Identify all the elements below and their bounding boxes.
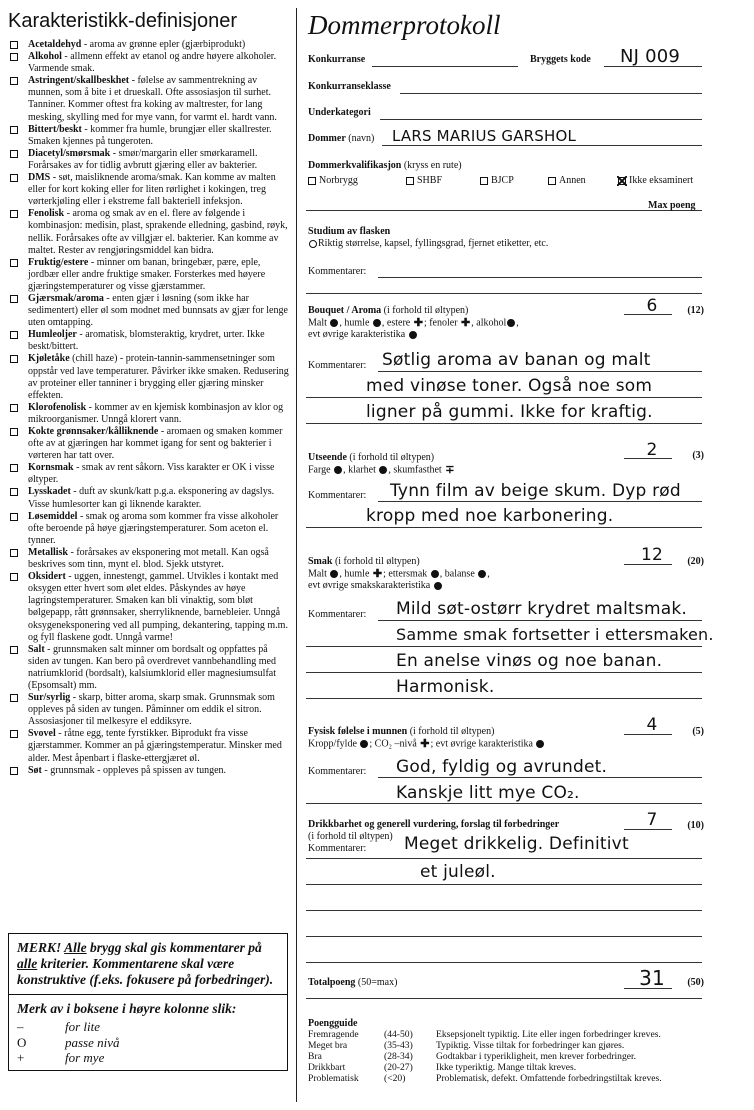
definition-text: - duft av skunk/katt p.g.a. eksponering av dagslys. Visse humlesorter kan gi liknende karakter. <box>28 486 275 510</box>
guide-cell: Fremragende <box>308 1029 359 1040</box>
guide-row <box>308 1029 668 1040</box>
definition-text: - råtne egg, tente fyrstikker. Biprodukt fra visse gjærstammer. Kommer an på gjæringstemperatur. Minsker med alder. Mest åpenbart i flaske-ettergjæret øl. <box>28 728 282 764</box>
definition-item <box>8 462 290 486</box>
protocol-title: Dommerprotokoll <box>308 10 501 40</box>
definition-text: - smør/margarin eller smørkaramell. Forårsakes av for tidlig avbrutt gjæring eller av bakterier. <box>28 147 258 171</box>
definition-term: Humleoljer <box>28 329 77 341</box>
guide-cell: Typiktig. Visse tiltak for forbedringer kan gjøres. <box>436 1040 625 1051</box>
checkbox[interactable] <box>10 646 18 654</box>
level-mark-icon <box>409 331 417 339</box>
checkbox[interactable] <box>10 210 18 218</box>
definition-term: Kokte grønnsaker/kålliknende <box>28 426 159 437</box>
checkbox[interactable] <box>10 464 18 472</box>
level-mark-icon <box>478 570 486 578</box>
guide-cell: (<20) <box>384 1073 406 1084</box>
guide-cell: Godtakbar i typerikligheit, men krever forbedringer. <box>436 1051 637 1062</box>
bryggets-kode-value: NJ 009 <box>620 46 681 67</box>
definition-term: Metallisk <box>28 546 68 558</box>
checkbox[interactable] <box>10 126 18 134</box>
level-mark-icon <box>334 466 342 474</box>
bouquet-section: Bouquet / Aroma (i forhold til øltypen) Malt , humle , estere ✚; fenoler ✚, alkohol , evt øvrige karakteristika <box>308 305 519 341</box>
level-mark-icon <box>373 319 381 327</box>
legend <box>9 995 287 1070</box>
definition-item <box>8 172 290 208</box>
guide-cell: (28-34) <box>384 1051 413 1062</box>
max-poeng-label: Max poeng <box>648 200 696 211</box>
definition-text: - aroma av grønne epler (gjærbiprodukt) <box>81 39 246 50</box>
definition-item <box>8 257 290 293</box>
guide-cell: (20-27) <box>384 1062 413 1073</box>
note-box <box>8 933 288 1071</box>
definition-term: Svovel <box>28 728 56 740</box>
definition-item <box>8 644 290 692</box>
checkbox[interactable] <box>10 355 18 363</box>
definition-text: - smak av rent såkorn. Viss karakter er OK i visse øltyper. <box>28 462 275 486</box>
checkbox[interactable] <box>406 177 414 185</box>
drikk-comment: et juleøl. <box>420 862 496 882</box>
definition-text: - søt, maisliknende aroma/smak. Kan komme av malten eller for kort koking eller for liten rørlighet i kokingen, treg vørterkjøling eller i ekstreme fall bakteriell infeksjon. <box>28 172 276 208</box>
definition-term: Alkohol <box>28 51 62 63</box>
checkbox[interactable] <box>10 150 18 158</box>
kval-option[interactable]: BJCP <box>480 175 514 186</box>
column-divider <box>296 8 297 1102</box>
definition-item <box>8 148 290 172</box>
total-score: 31 <box>639 966 665 990</box>
definition-term: Sur/syrlig <box>28 692 71 704</box>
checkbox[interactable] <box>10 428 18 436</box>
guide-row <box>308 1051 668 1062</box>
level-mark-icon <box>431 570 439 578</box>
bouquet-comment: med vinøse toner. Også noe som <box>366 376 653 396</box>
definition-item <box>8 765 290 777</box>
fysisk-section: Fysisk følelse i munnen (i forhold til øltypen) Kropp/fylde ; CO₂ –nivå ✚; evt øvrige karakteristika <box>308 726 608 750</box>
definition-text: - smak og aroma som kommer fra visse alkoholer ofte beroende på høye gjæringstemperaturer. Som aceton el. tynner. <box>28 510 279 546</box>
underkategori-field[interactable] <box>380 119 702 120</box>
definition-item <box>8 402 290 426</box>
checkbox[interactable] <box>10 488 18 496</box>
bouquet-score: 6 <box>646 296 658 316</box>
dommer-field[interactable] <box>382 145 702 146</box>
definition-text: - enten gjær i løsning (som ikke har sedimentert) eller øl som modnet med bunnsats av gjær for lenge uten omtapping. <box>28 292 288 329</box>
checkbox[interactable] <box>10 53 18 61</box>
definition-text: - aromaen og smaken kommer ofte av at gjæringen har kommet igang for sent og bakterier i vørteren har tatt over. <box>28 426 283 462</box>
definition-item <box>8 51 290 75</box>
definition-term: Kjøletåke <box>28 353 70 365</box>
definition-term: Løsemiddel <box>28 510 78 522</box>
guide-row <box>308 1073 668 1084</box>
fysisk-comment: Kanskje litt mye CO₂. <box>396 783 580 803</box>
definition-item <box>8 547 290 571</box>
utseende-section: Utseende (i forhold til øltypen) Farge , klarhet , skumfasthet ∓ <box>308 452 455 476</box>
minus-mark-icon: ∓ <box>445 464 455 476</box>
definition-item <box>8 571 290 644</box>
level-mark-icon <box>536 740 544 748</box>
checkbox[interactable] <box>10 174 18 182</box>
drikk-section: Drikkbarhet og generell vurdering, forslag til forbedringer (i forhold til øltypen) Kommentarer: <box>308 819 560 854</box>
protocol-column: Dommerprotokoll Konkurranse Bryggets kode NJ 009 Konkurranseklasse Underkategori Dommer (navn) LARS MARIUS GARSHOL Dommerkvalifikasjon (kryss en rute) Norbrygg SHBF BJCP Annen Ikke eksaminert Max poeng Studium av flasken Riktig størrelse, kapsel, fyllingsgrad, fjernet etiketter, etc. Kommentarer: Bouquet / Aroma (i forhold til øltypen) Malt , humle , estere ✚; fenoler ✚, alkohol , evt øvrige karakteristika 6 (12) Kommentarer: Søtlig aroma av banan og malt med vinøse toner. Også noe som ligner på gummi. Ikke for kraftig. Utseende (i forhold til øltypen) Farge , klarhet , skumfasthet ∓ 2 (3) Kommentarer: Tynn film av beige skum. Dyp rød kropp med noe karbonering. Smak (i forhold til øltypen) Malt , humle ✚; ettersmak , balanse , evt øvrige smakskarakteristika 12 (20) Kommentarer: Mild søt-ostørr krydret maltsmak. Samme smak fortsetter i ettersmaken. En anelse vinøs og noe banan. Harmonisk. Fysisk følelse i munnen (i forhold til øltypen) Kropp/fylde ; CO₂ –nivå ✚; evt øvrige karakteristika 4 (5) Kommentarer: God, fyldig og avrundet. Kanskje litt mye CO₂. Drikkbarhet og generell vurdering, forslag til forbedringer (i forhold til øltypen) Kommentarer: 7 (10) Meget drikkelig. Definitivt et juleøl. Totalpoeng (50=max) 31 (50) Poengguide Fremragende (44-50) Eksepsjonelt typiktig. Lite eller ingen forbedringer kreves. Meget bra (35-43) Typiktig. Visse tiltak for forbedringer kan gjøres. Bra (28-34) Godtakbar i typerikligheit, men krever forbedringer. Drikkbart (20-27) Ikke typeriktig. Mange tiltak kreves. Problematisk (<20) Problematisk, defekt. Omfattende forbedringstiltak kreves. <box>306 0 746 1110</box>
cross-mark-icon <box>617 176 627 186</box>
kval-option[interactable]: Annen <box>548 175 586 186</box>
checkbox[interactable] <box>10 767 18 775</box>
guide-row <box>308 1040 668 1051</box>
smak-score: 12 <box>640 545 664 565</box>
guide-cell: Eksepsjonelt typiktig. Lite eller ingen forbedringer kreves. <box>436 1029 661 1040</box>
definition-item <box>8 426 290 462</box>
definition-item <box>8 511 290 547</box>
checkbox[interactable] <box>10 404 18 412</box>
definition-term: Bittert/beskt <box>28 123 82 135</box>
studium-section: Studium av flasken Riktig størrelse, kapsel, fyllingsgrad, fjernet etiketter, etc. <box>308 226 549 249</box>
definition-text: - kommer av en kjemisk kombinasjon av klor og mikroorganismer. Unngå klorert vann. <box>28 401 284 425</box>
smak-section: Smak (i forhold til øltypen) Malt , humle ✚; ettersmak , balanse , evt øvrige smakskarakteristika <box>308 556 490 592</box>
guide-table <box>308 1029 668 1084</box>
plus-mark-icon: ✚ <box>413 317 423 329</box>
dommer-value: LARS MARIUS GARSHOL <box>392 127 577 145</box>
definition-term: Gjærsmak/aroma <box>28 292 104 304</box>
guide-row <box>308 1062 668 1073</box>
konkurranseklasse-field[interactable] <box>400 93 702 94</box>
legend-heading: Merk av i boksene i høyre kolonne slik: <box>17 1001 237 1016</box>
checkbox[interactable] <box>10 694 18 702</box>
definition-term: Klorofenolisk <box>28 401 87 413</box>
definition-term: Salt <box>28 643 45 655</box>
divider <box>306 293 702 294</box>
guide-cell: Problematisk, defekt. Omfattende forbedringstiltak kreves. <box>436 1073 662 1084</box>
kval-option-checked[interactable]: Ikke eksaminert <box>618 175 693 186</box>
legend-row: O passe nivå <box>17 1034 120 1050</box>
guide-cell: Problematisk <box>308 1073 359 1084</box>
circle-mark-icon <box>309 240 317 248</box>
definitions-list <box>8 39 290 777</box>
guide-cell: Bra <box>308 1051 322 1062</box>
definition-text: - aromatisk, blomsteraktig, krydret, urter. Ikke beskt/bittert. <box>28 329 265 353</box>
definition-item <box>8 293 290 329</box>
checkbox[interactable] <box>480 177 488 185</box>
smak-comment: Samme smak fortsetter i ettersmaken. <box>396 625 714 644</box>
checkbox[interactable] <box>10 77 18 85</box>
level-mark-icon <box>330 570 338 578</box>
definition-text: - minner om banan, bringebær, pære, eple, jordbær eller andre fruktige smaker. Forsterkes med høyere gjæringstemperaturer og visse gjærstammer. <box>28 256 266 292</box>
kval-option[interactable]: SHBF <box>406 175 442 186</box>
guide-cell: (44-50) <box>384 1029 413 1040</box>
checkbox[interactable] <box>548 177 556 185</box>
definition-term: Fenolisk <box>28 208 65 220</box>
note-text: MERK! Alle brygg skal gis kommentarer på alle kriterier. Kommentarene skal være konstruktive (f.eks. fokusere på forbedringer). <box>9 934 287 995</box>
definition-item <box>8 124 290 148</box>
definition-term: Astringent/skallbeskhet <box>28 75 130 87</box>
smak-comment: Mild søt-ostørr krydret maltsmak. <box>396 599 687 619</box>
checkbox[interactable] <box>10 41 18 49</box>
level-mark-icon <box>379 466 387 474</box>
definition-term: Oksidert <box>28 571 66 583</box>
total-label: Totalpoeng (50=max) <box>308 977 398 988</box>
smak-comment: En anelse vinøs og noe banan. <box>396 651 663 671</box>
plus-mark-icon: ✚ <box>372 568 383 580</box>
definition-term: Fruktig/estere <box>28 256 89 268</box>
guide-cell: Drikkbart <box>308 1062 346 1073</box>
legend-row: + for mye <box>17 1050 105 1065</box>
definition-term: Diacetyl/smørsmak <box>28 147 111 159</box>
checkbox[interactable] <box>10 295 18 303</box>
definition-item <box>8 486 290 510</box>
checkbox[interactable] <box>10 573 18 581</box>
fysisk-comment: God, fyldig og avrundet. <box>396 757 608 777</box>
definitions-title: Karakteristikk-definisjoner <box>8 10 237 32</box>
definition-item <box>8 208 290 256</box>
utseende-comment: Tynn film av beige skum. Dyp rød <box>390 481 681 501</box>
checkbox[interactable] <box>10 259 18 267</box>
definition-item <box>8 329 290 353</box>
checkbox[interactable] <box>10 513 18 521</box>
kval-option[interactable]: Norbrygg <box>308 175 358 186</box>
definition-item <box>8 728 290 764</box>
definition-text: - grunnsmak - oppleves på spissen av tungen. <box>41 764 227 776</box>
checkbox[interactable] <box>308 177 316 185</box>
definition-term: Lysskadet <box>28 486 71 498</box>
definition-text: - allmenn effekt av etanol og andre høyere alkoholer. Varmende smak. <box>28 51 277 75</box>
definition-text: - uggen, innestengt, gammel. Utvikles i kontakt med oksygen etter hvert som ølet eldes. Påskyndes av høye lagringstemperaturer. Smaken kan bli vinaktig, som bløt bølgepapp, rått grønnsaker, sherryliknende, barnebleier. Unngå oksygeneksponering ved all pumping, dekantering, tapping m.m. og fyll flaskene godt. Unngå varme! <box>28 571 288 643</box>
divider <box>306 210 702 211</box>
definitions-column <box>8 0 290 1110</box>
level-mark-icon <box>507 319 515 327</box>
definition-text: - grunnsmaken salt minner om bordsalt og oppfattes på siden av tungen. Kan bero på overdrevet vannbehandling med natriumklorid (bordsalt), kalsiumklorid eller magnesiumsulfat (Epsomsalt) mm. <box>28 643 277 691</box>
bouquet-comment: Søtlig aroma av banan og malt <box>382 350 651 370</box>
fysisk-score: 4 <box>646 715 658 735</box>
checkbox[interactable] <box>10 331 18 339</box>
studium-comment-line[interactable] <box>378 277 702 278</box>
definition-text: - følelse av sammentrekning av munnen, som å bite i et drueskall. Ofte assosiasjon til surhet. Tanniner. Kommer oftest fra koking av maltrester, for lang mesking, skylling med for mye vann, for varmt el. hardt vann. <box>28 75 277 123</box>
definition-term: DMS <box>28 172 51 184</box>
utseende-comment: kropp med noe karbonering. <box>366 506 614 526</box>
level-mark-icon <box>360 740 368 748</box>
checkbox[interactable] <box>10 549 18 557</box>
konkurranse-field[interactable] <box>372 66 518 67</box>
definition-text: (chill haze) - protein-tannin-sammensetninger som oppstår ved lave temperaturer. Påvirker ikke smaken. Redusering av proteiner eller tanniner i brygging eller gjæring minsker effekten. <box>28 353 289 401</box>
drikk-score: 7 <box>646 810 658 830</box>
definition-term: Acetaldehyd <box>28 39 82 50</box>
definition-text: - kommer fra humle, brungjær eller skallrester. Smaken kjennes på tungeroten. <box>28 123 272 147</box>
definition-item <box>8 692 290 728</box>
definition-item <box>8 39 290 51</box>
checkbox[interactable] <box>10 730 18 738</box>
plus-mark-icon: ✚ <box>420 738 430 750</box>
plus-mark-icon: ✚ <box>461 317 471 329</box>
definition-item <box>8 75 290 123</box>
bouquet-comment: ligner på gummi. Ikke for kraftig. <box>366 402 653 422</box>
poengguide: Poengguide Fremragende (44-50) Eksepsjonelt typiktig. Lite eller ingen forbedringer kreves. Meget bra (35-43) Typiktig. Visse tiltak for forbedringer kan gjøres. Bra (28-34) Godtakbar i typerikligheit, men krever forbedringer. Drikkbart (20-27) Ikke typeriktig. Mange tiltak kreves. Problematisk (<20) Problematisk, defekt. Omfattende forbedringstiltak kreves. <box>308 1018 668 1084</box>
level-mark-icon <box>434 582 442 590</box>
drikk-comment: Meget drikkelig. Definitivt <box>404 834 629 854</box>
checkbox-checked[interactable] <box>618 177 626 185</box>
definition-term: Søt <box>28 764 42 776</box>
definition-term: Kornsmak <box>28 462 74 474</box>
smak-comment: Harmonisk. <box>396 677 495 697</box>
legend-row: – for lite <box>17 1019 101 1034</box>
utseende-score: 2 <box>646 440 658 460</box>
guide-cell: (35-43) <box>384 1040 413 1051</box>
guide-cell: Ikke typeriktig. Mange tiltak kreves. <box>436 1062 577 1073</box>
level-mark-icon <box>330 319 338 327</box>
definition-item <box>8 353 290 401</box>
definition-text: - forårsakes av eksponering mot metall. Kan også beskrives som tinn, mynt el. blod. Sjekk utstyret. <box>28 546 269 571</box>
definition-text: - skarp, bitter aroma, skarp smak. Grunnsmak som oppleves på siden av tungen. Påminner om eddik el sitron. Assosiasjoner til melkesyre el eddiksyre. <box>28 692 275 728</box>
guide-cell: Meget bra <box>308 1040 348 1051</box>
definition-text: - aroma og smak av en el. flere av følgende i kombinasjon: medisin, plast, sprakende elledning, gasbind, røyk, nellik. Forårsakes ofte av villgjær el. bakterier. Kan komme av maltet. Rester av rengjøringsmiddel kan bidra. <box>28 208 288 256</box>
